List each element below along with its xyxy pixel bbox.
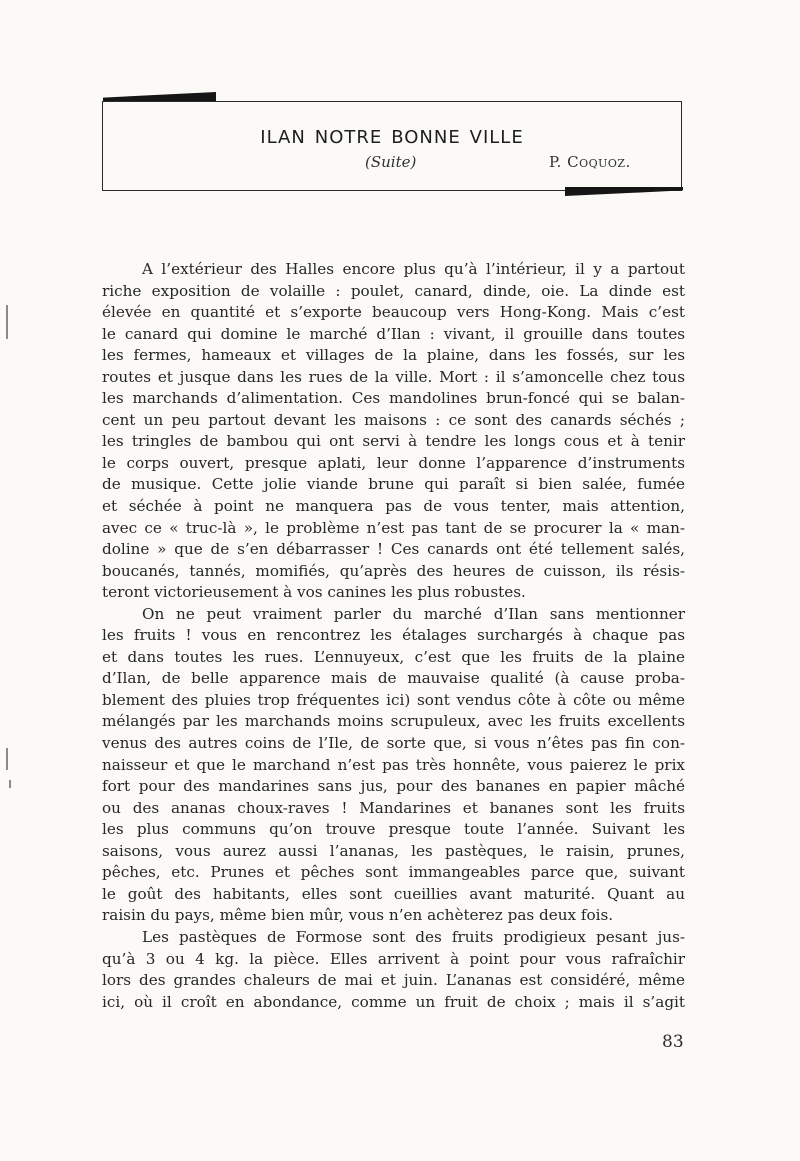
scan-margin-mark xyxy=(9,780,11,788)
text-line: Les pastèques de Formose sont des fruits prodigieux pesant jus- xyxy=(142,927,685,946)
title-frame xyxy=(102,101,682,191)
text-line: routes et jusque dans les rues de la ville. Mort : il s’amoncelle chez tous xyxy=(102,367,685,386)
text-line: d’Ilan, de belle apparence mais de mauvaise qualité (à cause proba- xyxy=(102,669,685,688)
text-line: les fruits ! vous en rencontrez les étalages surchargés à chaque pas xyxy=(102,626,685,645)
scan-margin-mark xyxy=(6,305,8,339)
text-line: qu’à 3 ou 4 kg. la pièce. Elles arrivent à point pour vous rafraîchir xyxy=(102,949,685,968)
text-line: mélangés par les marchands moins scrupuleux, avec les fruits excellents xyxy=(102,712,685,731)
text-line: pêches, etc. Prunes et pêches sont immangeables parce que, suivant xyxy=(102,863,685,882)
text-line: On ne peut vraiment parler du marché d’Ilan sans mentionner xyxy=(142,604,685,623)
text-line: teront victorieusement à vos canines les plus robustes. xyxy=(102,583,526,602)
text-line: riche exposition de volaille : poulet, canard, dinde, oie. La dinde est xyxy=(102,281,685,300)
text-line: les fermes, hameaux et villages de la plaine, dans les fossés, sur les xyxy=(102,346,685,365)
text-line: fort pour des mandarines sans jus, pour des bananes en papier mâché xyxy=(102,777,685,796)
decorative-bar-bottom xyxy=(565,187,683,196)
page-number: 83 xyxy=(662,1032,684,1052)
text-line: et dans toutes les rues. L’ennuyeux, c’est que les fruits de la plaine xyxy=(102,647,685,666)
text-line: venus des autres coins de l’Ile, de sorte que, si vous n’êtes pas fin con- xyxy=(102,734,685,753)
text-line: les plus communs qu’on trouve presque toute l’année. Suivant les xyxy=(102,820,685,839)
text-line: le goût des habitants, elles sont cueillies avant maturité. Quant au xyxy=(102,884,685,903)
text-line: de musique. Cette jolie viande brune qui paraît si bien salée, fumée xyxy=(102,475,685,494)
text-line: blement des pluies trop fréquentes ici) sont vendus côte à côte ou même xyxy=(102,690,685,709)
text-line: et séchée à point ne manquera pas de vous tenter, mais attention, xyxy=(102,497,685,516)
text-line: avec ce « truc-là », le problème n’est pas tant de se procurer la « man- xyxy=(102,518,685,537)
text-line: boucanés, tannés, momifiés, qu’après des heures de cuisson, ils résis- xyxy=(102,561,685,580)
text-line: élevée en quantité et s’exporte beaucoup vers Hong-Kong. Mais c’est xyxy=(102,303,685,322)
article-title: ilan notre bonne ville xyxy=(260,120,524,149)
text-line: naisseur et que le marchand n’est pas très honnête, vous paierez le prix xyxy=(102,755,685,774)
body-text xyxy=(102,259,685,1013)
text-line: doline » que de s’en débarrasser ! Ces canards ont été tellement salés, xyxy=(102,540,685,559)
text-line: les marchands d’alimentation. Ces mandolines brun-foncé qui se balan- xyxy=(102,389,685,408)
article-subtitle: (Suite) xyxy=(365,153,417,171)
text-line: lors des grandes chaleurs de mai et juin. L’ananas est considéré, même xyxy=(102,971,685,990)
text-line: ici, où il croît en abondance, comme un fruit de choix ; mais il s’agit xyxy=(102,992,685,1011)
decorative-bar-top xyxy=(103,92,216,101)
text-line: le canard qui domine le marché d’Ilan : vivant, il grouille dans toutes xyxy=(102,324,685,343)
text-line: A l’extérieur des Halles encore plus qu’à l’intérieur, il y a partout xyxy=(142,260,685,278)
text-line: raisin du pays, même bien mûr, vous n’en achèterez pas deux fois. xyxy=(102,906,614,925)
text-line: le corps ouvert, presque aplati, leur donne l’apparence d’instruments xyxy=(102,453,685,472)
text-line: saisons, vous aurez aussi l’ananas, les pastèques, le raisin, prunes, xyxy=(102,841,685,860)
text-line: les tringles de bambou qui ont servi à tendre les longs cous et à tenir xyxy=(102,432,685,451)
article-author: P. Coquoz. xyxy=(549,153,631,171)
scan-margin-mark xyxy=(6,748,8,770)
text-line: ou des ananas choux-raves ! Mandarines et bananes sont les fruits xyxy=(102,798,685,817)
text-line: cent un peu partout devant les maisons : ce sont des canards séchés ; xyxy=(102,410,685,429)
